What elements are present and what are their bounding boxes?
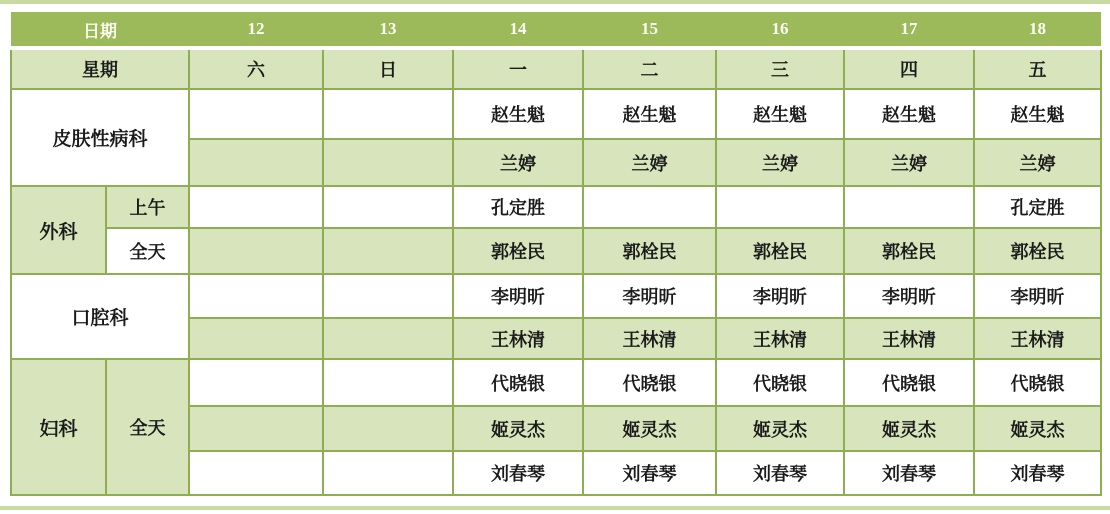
schedule-cell: [323, 451, 453, 495]
schedule-cell: [189, 406, 323, 451]
schedule-cell: 李明昕: [844, 274, 974, 318]
schedule-cell: 兰婷: [583, 139, 716, 186]
schedule-cell: 代晓银: [716, 359, 844, 406]
date-cell: 12: [189, 12, 323, 48]
table-row: [11, 228, 1101, 274]
schedule-cell: 郭栓民: [974, 228, 1101, 274]
sub-allday-label: 全天: [106, 228, 189, 274]
schedule-cell: 赵生魁: [453, 89, 583, 139]
schedule-cell: [844, 186, 974, 228]
table-row: [11, 186, 1101, 228]
schedule-cell: [323, 274, 453, 318]
top-border-line: [0, 0, 1110, 4]
schedule-cell: 孔定胜: [453, 186, 583, 228]
schedule-cell: [583, 186, 716, 228]
schedule-cell: 王林清: [583, 318, 716, 359]
schedule-cell: [323, 318, 453, 359]
date-cell: 15: [583, 12, 716, 48]
schedule-cell: 李明昕: [974, 274, 1101, 318]
schedule-cell: [189, 139, 323, 186]
schedule-cell: [323, 186, 453, 228]
weekday-header-row: [11, 48, 1101, 89]
week-header-label: 星期: [11, 48, 189, 89]
dept-dental-label: 口腔科: [11, 274, 189, 359]
weekday-cell: 日: [323, 48, 453, 89]
schedule-cell: [323, 406, 453, 451]
schedule-cell: 刘春琴: [716, 451, 844, 495]
schedule-cell: 姬灵杰: [716, 406, 844, 451]
schedule-cell: [189, 451, 323, 495]
table-row: [11, 89, 1101, 139]
schedule-cell: 王林清: [844, 318, 974, 359]
date-cell: 16: [716, 12, 844, 48]
schedule-cell: 代晓银: [844, 359, 974, 406]
schedule-cell: 代晓银: [583, 359, 716, 406]
schedule-cell: 代晓银: [974, 359, 1101, 406]
schedule-cell: 赵生魁: [974, 89, 1101, 139]
schedule-cell: [189, 186, 323, 228]
schedule-cell: 兰婷: [716, 139, 844, 186]
schedule-cell: 刘春琴: [583, 451, 716, 495]
weekday-cell: 二: [583, 48, 716, 89]
schedule-cell: 姬灵杰: [453, 406, 583, 451]
schedule-cell: 赵生魁: [844, 89, 974, 139]
schedule-cell: 郭栓民: [716, 228, 844, 274]
date-cell: 18: [974, 12, 1101, 48]
dept-surgery-label: 外科: [11, 186, 106, 274]
schedule-cell: 李明昕: [453, 274, 583, 318]
schedule-cell: 王林清: [974, 318, 1101, 359]
weekday-cell: 一: [453, 48, 583, 89]
schedule-cell: [716, 186, 844, 228]
schedule-cell: [189, 228, 323, 274]
date-header-label: 日期: [11, 12, 189, 48]
date-cell: 14: [453, 12, 583, 48]
schedule-cell: 姬灵杰: [974, 406, 1101, 451]
schedule-cell: 兰婷: [844, 139, 974, 186]
schedule-cell: 王林清: [716, 318, 844, 359]
weekday-cell: 四: [844, 48, 974, 89]
date-header-row: [11, 12, 1101, 48]
schedule-cell: 李明昕: [716, 274, 844, 318]
schedule-cell: 刘春琴: [844, 451, 974, 495]
bottom-border-line: [0, 506, 1110, 510]
schedule-cell: [323, 359, 453, 406]
schedule-cell: 兰婷: [974, 139, 1101, 186]
sub-allday-label: 全天: [106, 359, 189, 495]
schedule-cell: [323, 228, 453, 274]
date-cell: 17: [844, 12, 974, 48]
weekday-cell: 五: [974, 48, 1101, 89]
dept-dermatology-label: 皮肤性病科: [11, 89, 189, 186]
schedule-cell: 姬灵杰: [583, 406, 716, 451]
sub-morning-label: 上午: [106, 186, 189, 228]
schedule-cell: 郭栓民: [453, 228, 583, 274]
date-cell: 13: [323, 12, 453, 48]
table-row: [11, 359, 1101, 406]
schedule-cell: 代晓银: [453, 359, 583, 406]
schedule-cell: [189, 89, 323, 139]
schedule-cell: [323, 89, 453, 139]
schedule-cell: 兰婷: [453, 139, 583, 186]
table-row: [11, 274, 1101, 318]
weekday-cell: 三: [716, 48, 844, 89]
schedule-cell: [323, 139, 453, 186]
schedule-cell: [189, 274, 323, 318]
schedule-cell: 王林清: [453, 318, 583, 359]
schedule-cell: [189, 318, 323, 359]
schedule-cell: [189, 359, 323, 406]
duty-schedule-table: [10, 12, 1102, 496]
dept-gynecology-label: 妇科: [11, 359, 106, 495]
schedule-cell: 刘春琴: [453, 451, 583, 495]
schedule-cell: 郭栓民: [583, 228, 716, 274]
schedule-cell: 姬灵杰: [844, 406, 974, 451]
schedule-cell: 赵生魁: [716, 89, 844, 139]
schedule-cell: 郭栓民: [844, 228, 974, 274]
weekday-cell: 六: [189, 48, 323, 89]
schedule-cell: 李明昕: [583, 274, 716, 318]
schedule-cell: 刘春琴: [974, 451, 1101, 495]
schedule-cell: 赵生魁: [583, 89, 716, 139]
schedule-cell: 孔定胜: [974, 186, 1101, 228]
